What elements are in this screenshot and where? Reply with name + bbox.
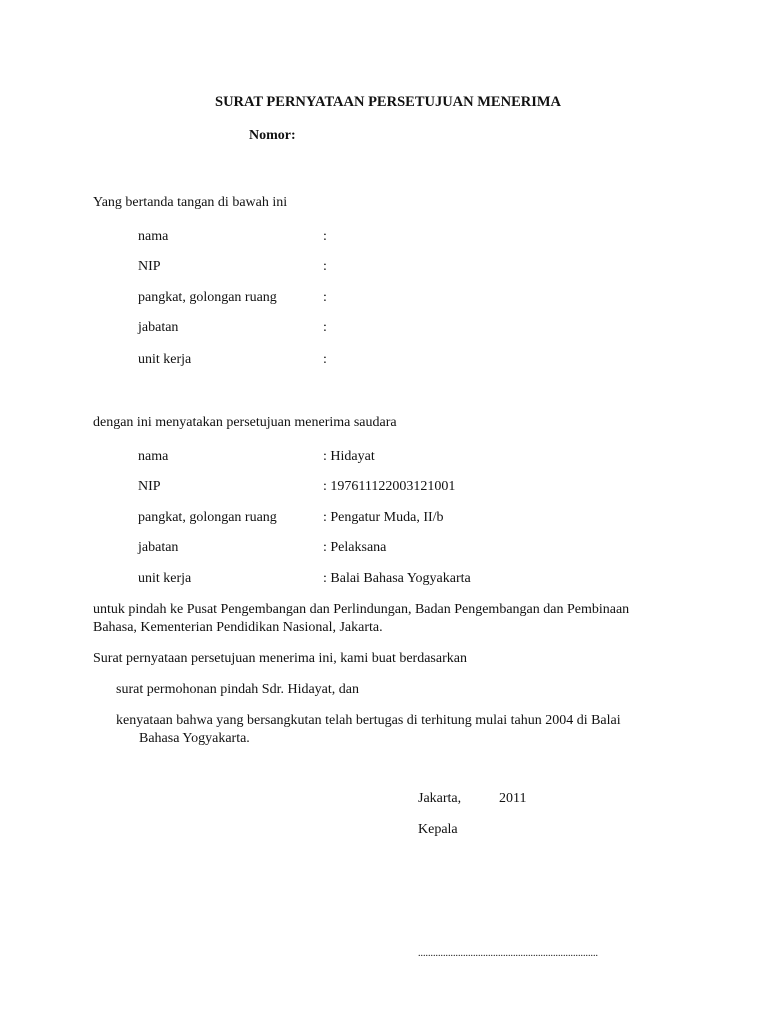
employee-rank-value: : Pengatur Muda, II/b	[323, 510, 444, 525]
signer-rank-label: pangkat, golongan ruang	[138, 290, 277, 305]
signer-unit-value: :	[323, 352, 327, 367]
signer-position-label: jabatan	[138, 320, 179, 335]
employee-position-label: jabatan	[138, 540, 179, 555]
intro-text: Yang bertanda tangan di bawah ini	[93, 195, 288, 210]
purpose-line-1: untuk pindah ke Pusat Pengembangan dan Perlindungan, Badan Pengembangan dan Pembinaan	[93, 602, 630, 617]
year-text: 2011	[499, 791, 527, 806]
basis-item-2-line-1: kenyataan bahwa yang bersangkutan telah bertugas di terhitung mulai tahun 2004 di Balai	[116, 713, 621, 728]
employee-name-value: : Hidayat	[323, 449, 375, 464]
employee-nip-value: : 197611122003121001	[323, 479, 456, 494]
signer-nip-value: :	[323, 259, 327, 274]
signer-position-title: Kepala	[418, 822, 458, 837]
basis-text: Surat pernyataan persetujuan menerima ini, kami buat berdasarkan	[93, 651, 467, 666]
number-label: Nomor:	[249, 128, 296, 143]
signer-name-value: :	[323, 229, 327, 244]
employee-unit-value: : Balai Bahasa Yogyakarta	[323, 571, 471, 586]
signature-line: ........................................................................	[418, 948, 598, 959]
signer-position-value: :	[323, 320, 327, 335]
employee-nip-label: NIP	[138, 479, 161, 494]
employee-name-label: nama	[138, 449, 169, 464]
employee-unit-label: unit kerja	[138, 571, 192, 586]
signer-nip-label: NIP	[138, 259, 161, 274]
basis-item-1: surat permohonan pindah Sdr. Hidayat, dan	[116, 682, 360, 697]
place-text: Jakarta,	[418, 791, 462, 806]
signer-rank-value: :	[323, 290, 327, 305]
signer-name-label: nama	[138, 229, 169, 244]
document-title: SURAT PERNYATAAN PERSETUJUAN MENERIMA	[215, 94, 562, 110]
employee-position-value: : Pelaksana	[323, 540, 387, 555]
purpose-line-2: Bahasa, Kementerian Pendidikan Nasional, Jakarta.	[93, 620, 383, 635]
statement-text: dengan ini menyatakan persetujuan menerima saudara	[93, 415, 397, 430]
employee-rank-label: pangkat, golongan ruang	[138, 510, 277, 525]
signer-unit-label: unit kerja	[138, 352, 192, 367]
basis-item-2-line-2: Bahasa Yogyakarta.	[139, 731, 250, 746]
